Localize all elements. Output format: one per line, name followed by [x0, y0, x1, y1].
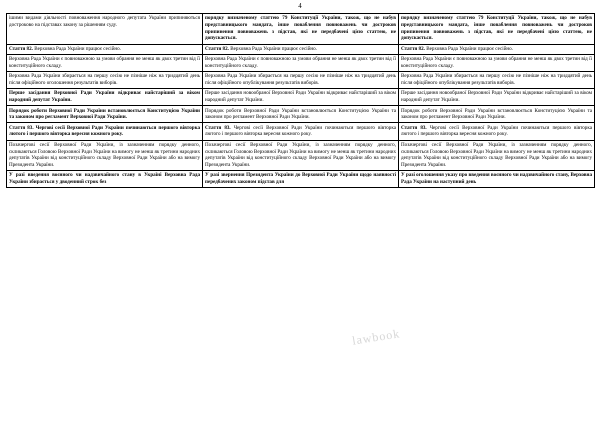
table-row	[7, 44, 595, 54]
table-cell	[203, 140, 399, 171]
table-cell	[399, 89, 595, 106]
cell-paragraph: Стаття 83. Чергові сесії Верховної Ради України починаються першого вівторка лютого і першого вівторка вересня кожного року.	[205, 124, 396, 138]
table-cell	[399, 44, 595, 54]
cell-paragraph: Верховна Рада України збирається на першу сесію не пізніше ніж на тридцятий день після офіційного опублікування результатів виборів.	[205, 73, 396, 86]
cell-paragraph: Порядок роботи Верховної Ради України встановлюється Конституцією України та законом про регламент Верховної Ради України.	[205, 107, 396, 121]
table-cell	[203, 14, 399, 45]
table-row	[7, 123, 595, 140]
table-cell	[399, 72, 595, 89]
table-row	[7, 72, 595, 89]
watermark-text: lawbook	[351, 326, 402, 348]
table-cell	[399, 54, 595, 71]
cell-paragraph: Перше засідання новообраної Верховної Ради України відкриває найстаріший за віком народний депутат України.	[205, 90, 396, 104]
cell-paragraph: Порядок роботи Верховної Ради України встановлюється Конституцією України та законом про регламент Верховної Ради України.	[401, 107, 592, 121]
table-body	[7, 14, 595, 188]
cell-paragraph: Перше засідання Верховної Ради України відкриває найстаріший за віком народний депутат України.	[9, 90, 200, 104]
article-label: Стаття 82.	[401, 45, 425, 52]
table-cell	[7, 171, 203, 188]
table-cell	[399, 106, 595, 123]
page-number: 4	[298, 2, 302, 10]
cell-paragraph: Верховна Рада України є повноважною за умови обрання не менш як двох третин від її конституційного складу.	[9, 56, 200, 69]
table-cell	[399, 123, 595, 140]
table-cell	[399, 14, 595, 45]
table-cell	[203, 89, 399, 106]
cell-paragraph: Позачергові сесії Верховної Ради України, із зазначенням порядку денного, скликаються Головою Верховної Ради України на вимогу не менш як третини народних депутатів України від конституційного складу Верховної Ради України або на вимогу Президента України.	[401, 141, 592, 168]
table-row	[7, 54, 595, 71]
article-label: Стаття 83.	[205, 124, 231, 131]
table-row	[7, 89, 595, 106]
table-row	[7, 140, 595, 171]
cell-paragraph: Порядок роботи Верховної Ради України встановлюється Конституцією України та законом про регламент Верховної Ради України.	[9, 107, 200, 121]
cell-paragraph: Позачергові сесії Верховної Ради України, із зазначенням порядку денного, скликаються Головою Верховної Ради України на вимогу не менш як третини народних депутатів України від конституційного складу Верховної Ради України або на вимогу Президента України.	[9, 141, 200, 168]
table-cell	[7, 106, 203, 123]
cell-paragraph: Верховна Рада України є повноважною за умови обрання не менш як двох третин від її конституційного складу.	[401, 56, 592, 69]
comparison-table	[6, 13, 595, 188]
cell-paragraph: Стаття 83. Чергові сесії Верховної Ради України починаються першого вівторка лютого і першого вівторка вересня кожного року.	[9, 124, 200, 138]
article-label: Стаття 82.	[205, 45, 229, 52]
cell-paragraph: Позачергові сесії Верховної Ради України, із зазначенням порядку денного, скликаються Головою Верховної Ради України на вимогу не менш як третини народних депутатів України від конституційного складу Верховної Ради України або на вимогу Президента України.	[205, 141, 396, 168]
cell-paragraph: Верховна Рада України є повноважною за умови обрання не менш як двох третин від її конституційного складу.	[205, 56, 396, 69]
table-cell	[203, 171, 399, 188]
article-label: Стаття 82.	[9, 45, 33, 52]
table-cell	[7, 44, 203, 54]
cell-paragraph: У разі оголошення указу про введення воєнного чи надзвичайного стану, Верховна Рада України на наступний день	[401, 172, 592, 186]
table-cell	[7, 140, 203, 171]
cell-paragraph: порядку визначеному статтею 79 Конституції України, також, що не набув представницького мандата, інше поваблення повноважень чи достроков припинення повноважень з підстав, які не передбачені цією статтею, не допускається.	[401, 15, 592, 42]
table-row	[7, 171, 595, 188]
cell-paragraph: У разі звернення Президента України до Верховної Ради України щодо наявності передбачених законом підстав для	[205, 172, 396, 186]
cell-paragraph: Верховна Рада України збирається на першу сесію не пізніше ніж на тридцятий день після офіційного оголошення результатів виборів.	[9, 73, 200, 86]
cell-paragraph: ішими видами діяльності повноваження народного депутата України припиняються достроково на підставах закону за рішенням суду.	[9, 15, 200, 28]
cell-paragraph: У разі введення воєнного чи надзвичайного стану в Україні Верховна Рада України збирається у дводенний строк без	[9, 172, 200, 186]
table-cell	[7, 89, 203, 106]
cell-paragraph: порядку визначеному статтею 79 Конституції України, також, що не набув представницького мандата, інше поваблення повноважень чи достроков припинення повноважень з підстав, які не передбачені цією статтею, не допускається.	[205, 15, 396, 42]
cell-paragraph: Перше засідання новообраної Верховної Ради України відкриває найстаріший за віком народний депутат України.	[401, 90, 592, 104]
cell-paragraph: Стаття 82. Верховна Рада України працює сесійно.	[401, 45, 513, 52]
cell-paragraph: Стаття 82. Верховна Рада України працює сесійно.	[9, 45, 121, 52]
table-cell	[399, 140, 595, 171]
table-cell	[7, 14, 203, 45]
table-cell	[203, 44, 399, 54]
table-cell	[203, 106, 399, 123]
table-row	[7, 106, 595, 123]
table-cell	[203, 72, 399, 89]
article-label: Стаття 83.	[9, 124, 34, 131]
table-row	[7, 14, 595, 45]
table-cell	[203, 54, 399, 71]
table-cell	[7, 72, 203, 89]
table-cell	[7, 54, 203, 71]
cell-paragraph: Верховна Рада України збирається на першу сесію не пізніше ніж на тридцятий день після офіційного опублікування результатів виборів.	[401, 73, 592, 86]
cell-paragraph: Стаття 83. Чергові сесії Верховної Ради України починаються першого вівторка лютого і першого вівторка вересня кожного року.	[401, 124, 592, 138]
table-cell	[203, 123, 399, 140]
cell-paragraph: Стаття 82. Верховна Рада України працює сесійно.	[205, 45, 317, 52]
article-label: Стаття 83.	[401, 124, 427, 131]
table-cell	[7, 123, 203, 140]
table-cell	[399, 171, 595, 188]
